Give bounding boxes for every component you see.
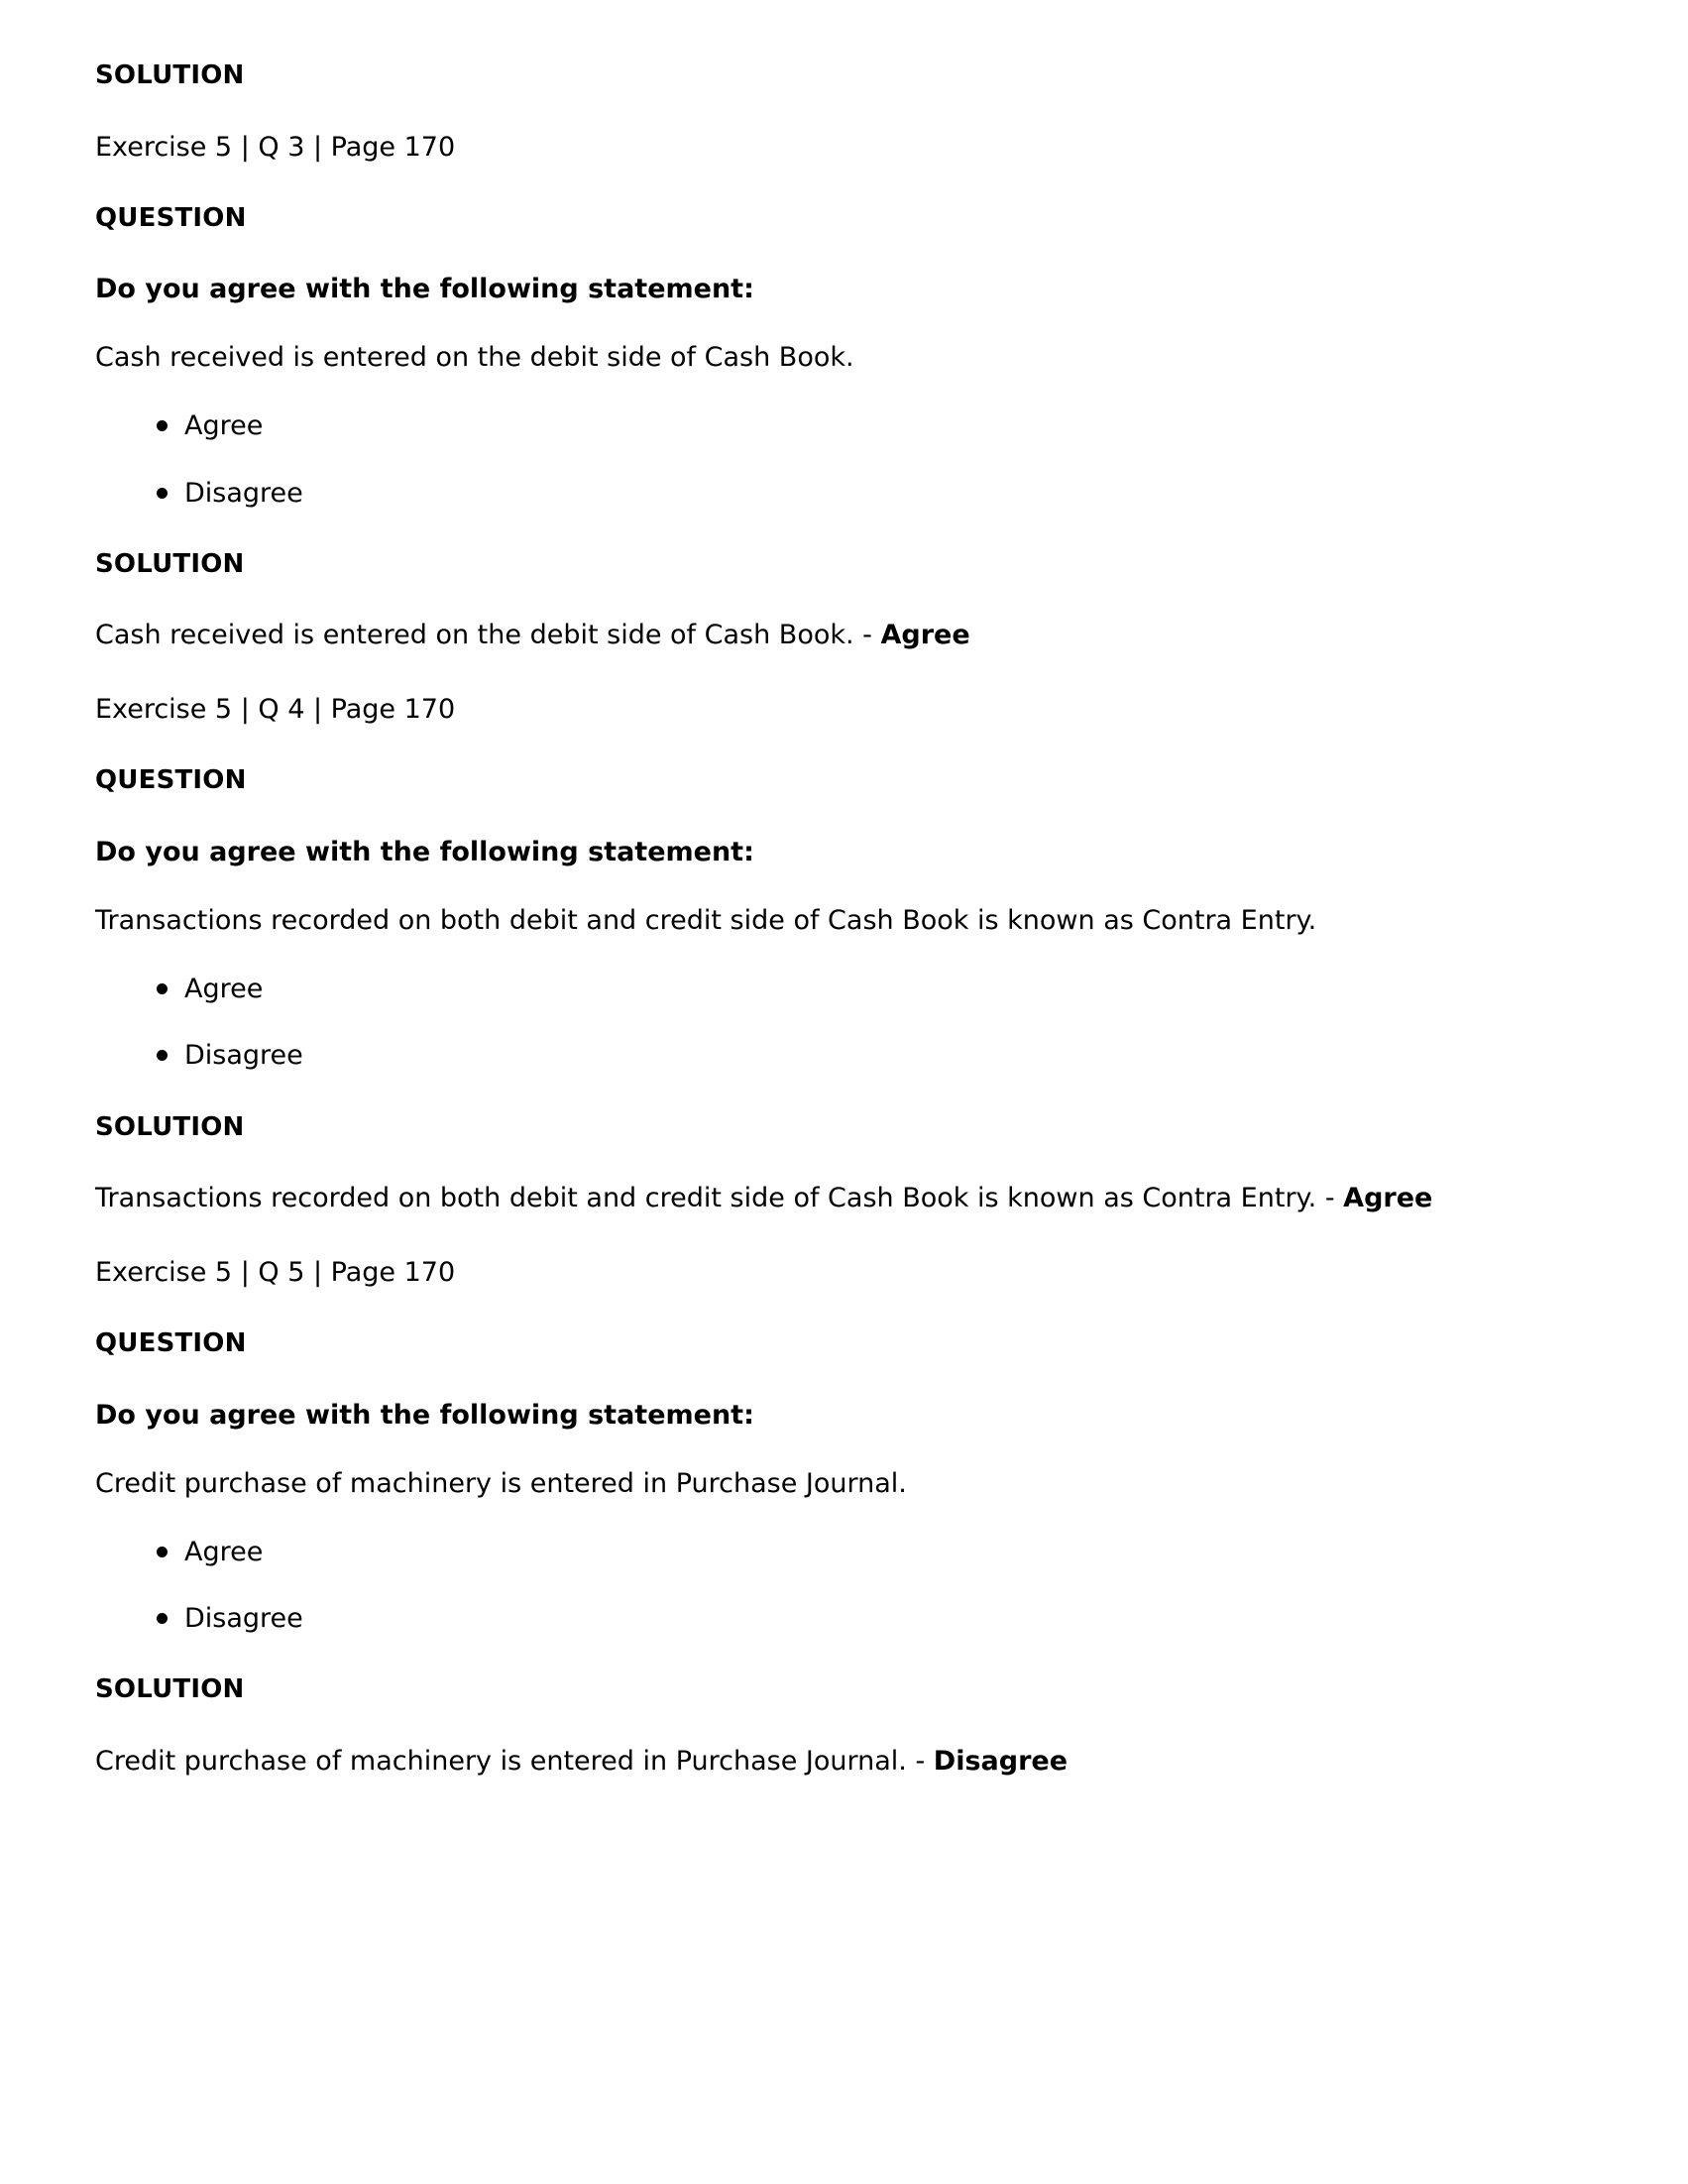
spacer (95, 1706, 1507, 1742)
spacer (95, 729, 1507, 764)
solution-statement-q5 (95, 1742, 1507, 1781)
list-item (95, 1036, 1507, 1075)
choice-label: Disagree (184, 1040, 303, 1072)
section-heading-solution-q5: SOLUTION (95, 1674, 245, 1705)
spacer (95, 1292, 1507, 1327)
spacer (95, 1076, 1507, 1111)
choice-label: Agree (184, 410, 264, 442)
question-block-q4 (95, 690, 1507, 1253)
choice-label: Disagree (184, 1603, 303, 1635)
solution-answer: Agree (1343, 1183, 1433, 1214)
exercise-reference-q4: Exercise 5 | Q 4 | Page 170 (95, 694, 456, 726)
solution-text: Credit purchase of machinery is entered in Purchase Journal. - (95, 1745, 934, 1777)
spacer (95, 308, 1507, 338)
question-block-q3 (95, 128, 1507, 691)
choice-list-q5 (95, 1533, 1507, 1638)
spacer (95, 871, 1507, 901)
section-heading-question-q3: QUESTION (95, 202, 247, 233)
question-statement-q5: Credit purchase of machinery is entered in Purchase Journal. (95, 1467, 907, 1499)
spacer (95, 377, 1507, 406)
choice-list-q3 (95, 406, 1507, 512)
solution-statement-q4 (95, 1179, 1507, 1217)
solution-statement-q3 (95, 616, 1507, 654)
document-body (95, 59, 1507, 1781)
exercise-reference-q5: Exercise 5 | Q 5 | Page 170 (95, 1257, 456, 1289)
spacer (95, 167, 1507, 202)
choice-label: Agree (184, 1537, 264, 1568)
section-heading-solution-q3: SOLUTION (95, 548, 245, 579)
spacer (95, 797, 1507, 833)
spacer (95, 940, 1507, 970)
section-heading-question-q5: QUESTION (95, 1328, 247, 1359)
spacer (95, 654, 1507, 690)
list-item (95, 474, 1507, 513)
question-prompt-q3: Do you agree with the following statement: (95, 274, 754, 305)
solution-answer: Agree (880, 620, 970, 651)
spacer (95, 1217, 1507, 1253)
spacer (95, 580, 1507, 616)
question-statement-q3: Cash received is entered on the debit side of Cash Book. (95, 342, 854, 374)
spacer (95, 1638, 1507, 1673)
bullet-icon (157, 420, 168, 431)
question-block-q5 (95, 1253, 1507, 1781)
list-item (95, 1533, 1507, 1571)
bullet-icon (157, 1050, 168, 1061)
spacer (95, 1143, 1507, 1179)
spacer (95, 1435, 1507, 1464)
bullet-icon (157, 1547, 168, 1557)
section-heading-question-q4: QUESTION (95, 765, 247, 796)
spacer (95, 1360, 1507, 1396)
question-statement-q4: Transactions recorded on both debit and credit side of Cash Book is known as Contra Entry. (95, 905, 1317, 937)
list-item (95, 406, 1507, 445)
section-heading-solution-q4: SOLUTION (95, 1111, 245, 1142)
solution-text: Transactions recorded on both debit and credit side of Cash Book is known as Contra Entry. - (95, 1183, 1344, 1214)
spacer (95, 1503, 1507, 1533)
spacer (95, 513, 1507, 548)
choice-label: Disagree (184, 477, 303, 509)
spacer (95, 92, 1507, 128)
section-heading-solution-top: SOLUTION (95, 60, 245, 90)
exercise-reference-q3: Exercise 5 | Q 3 | Page 170 (95, 131, 456, 163)
bullet-icon (157, 983, 168, 994)
choice-list-q4 (95, 970, 1507, 1075)
list-item (95, 1599, 1507, 1638)
solution-text: Cash received is entered on the debit side of Cash Book. - (95, 620, 881, 651)
question-prompt-q4: Do you agree with the following statement: (95, 836, 754, 867)
bullet-icon (157, 488, 168, 499)
choice-label: Agree (184, 974, 264, 1005)
spacer (95, 234, 1507, 270)
solution-answer: Disagree (933, 1745, 1069, 1777)
list-item (95, 970, 1507, 1008)
bullet-icon (157, 1613, 168, 1624)
question-prompt-q5: Do you agree with the following statement: (95, 1399, 754, 1431)
